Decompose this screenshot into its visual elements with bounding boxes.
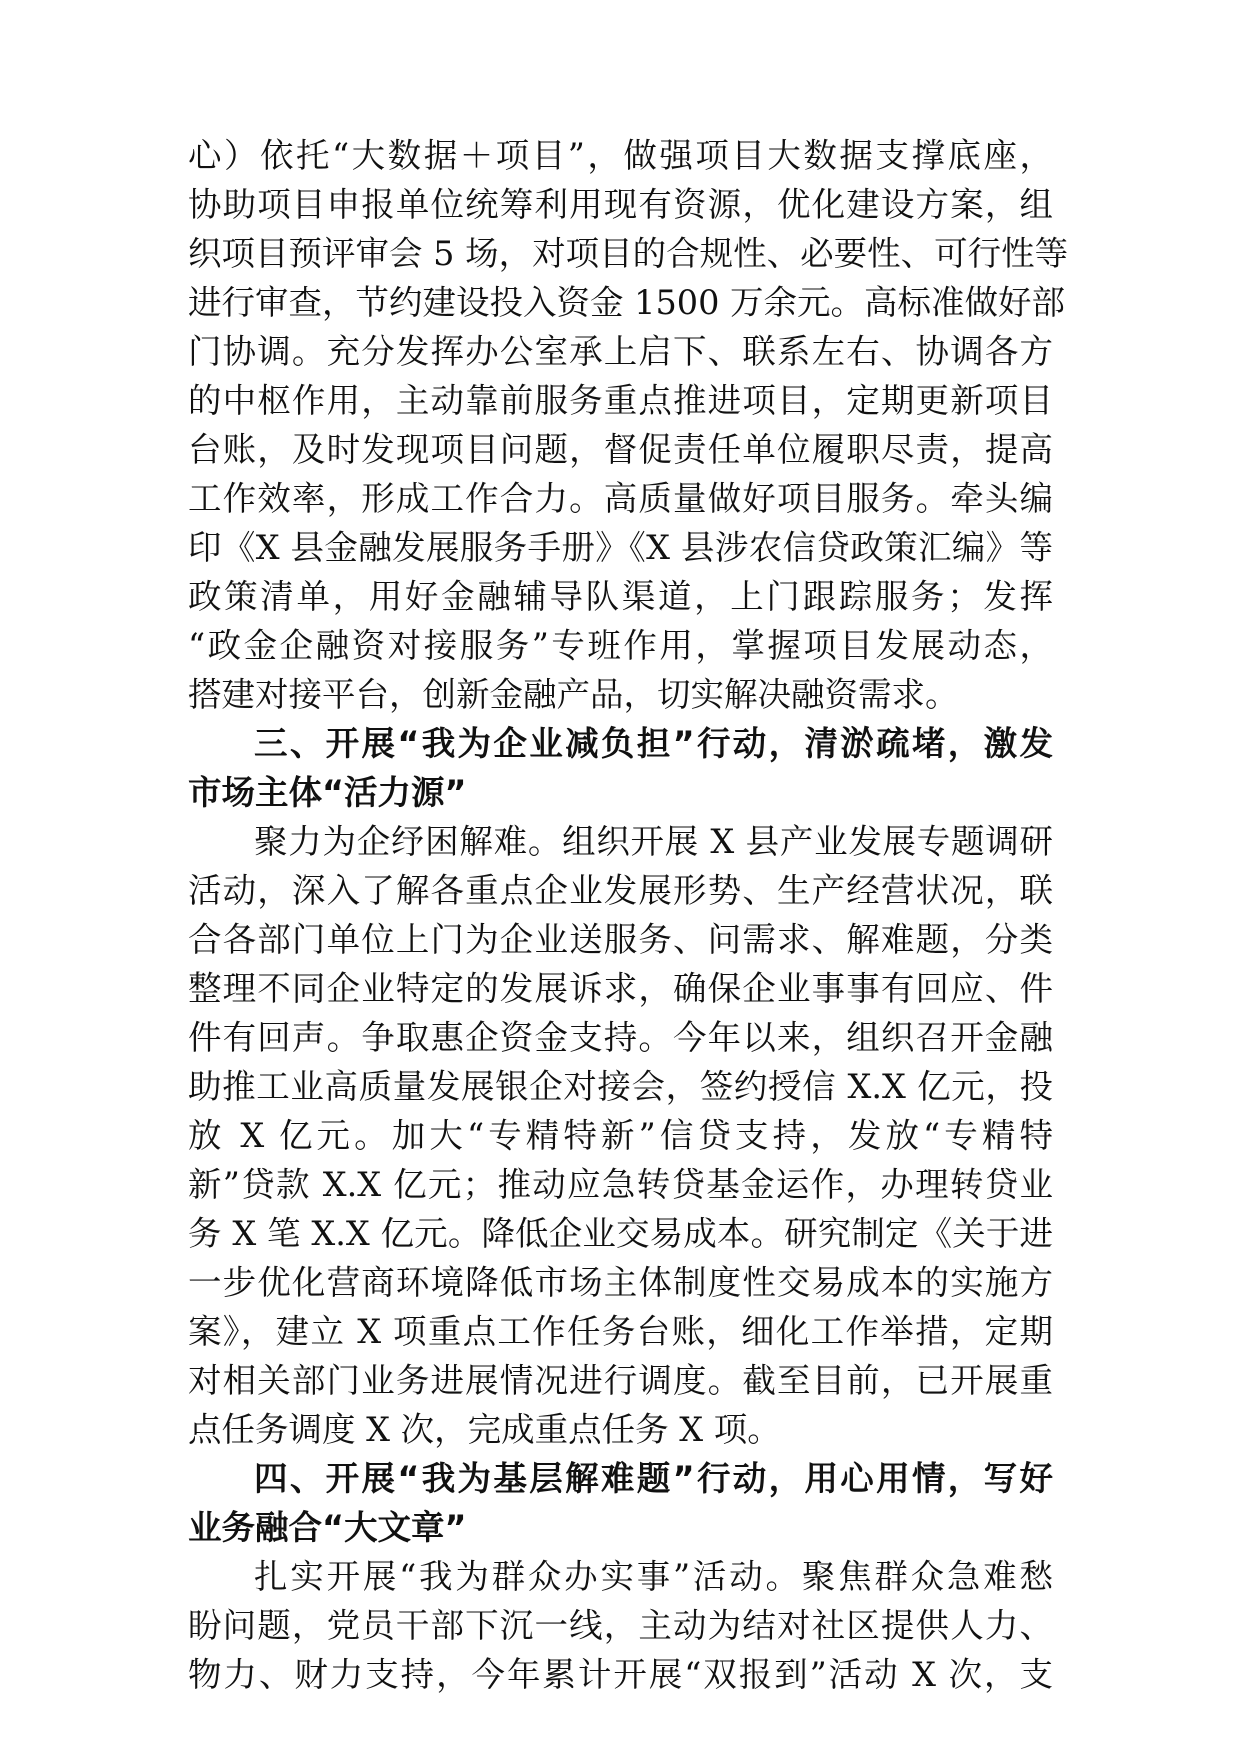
text-line: 物力、财力支持，今年累计开展“双报到”活动 X 次，支	[188, 1655, 1053, 1694]
text-line: 活动，深入了解各重点企业发展形势、生产经营状况，联	[188, 871, 1053, 910]
text-line: 进行审查，节约建设投入资金 1500 万余元。高标准做好部	[188, 283, 1066, 322]
text-line: 合各部门单位上门为企业送服务、问需求、解难题，分类	[188, 920, 1053, 959]
text-line: 门协调。充分发挥办公室承上启下、联系左右、协调各方	[188, 332, 1053, 371]
text-line: 整理不同企业特定的发展诉求，确保企业事事有回应、件	[188, 969, 1053, 1008]
text-line: 放 X 亿元。加大“专精特新”信贷支持，发放“专精特	[188, 1116, 1053, 1155]
text-line: 协助项目申报单位统筹利用现有资源，优化建设方案，组	[188, 185, 1053, 224]
text-line: 印《X 县金融发展服务手册》《X 县涉农信贷政策汇编》等	[188, 528, 1053, 567]
text-line: 一步优化营商环境降低市场主体制度性交易成本的实施方	[188, 1263, 1053, 1302]
text-line: 心）依托“大数据＋项目”，做强项目大数据支撑底座，	[188, 136, 1053, 175]
text-line: 助推工业高质量发展银企对接会，签约授信 X.X 亿元，投	[188, 1067, 1053, 1106]
text-line: 政策清单，用好金融辅导队渠道，上门跟踪服务；发挥	[188, 577, 1053, 616]
text-line: 新”贷款 X.X 亿元；推动应急转贷基金运作，办理转贷业	[188, 1165, 1053, 1204]
text-line: 点任务调度 X 次，完成重点任务 X 项。	[188, 1410, 781, 1449]
text-line: 搭建对接平台，创新金融产品，切实解决融资需求。	[188, 675, 959, 714]
text-line: “政金企融资对接服务”专班作用，掌握项目发展动态，	[188, 626, 1053, 665]
section-heading-3-cont: 市场主体“活力源”	[188, 773, 467, 812]
paragraph-start: 扎实开展“我为群众办实事”活动。聚焦群众急难愁	[254, 1557, 1053, 1596]
text-line: 件有回声。争取惠企资金支持。今年以来，组织召开金融	[188, 1018, 1053, 1057]
text-line: 织项目预评审会 5 场，对项目的合规性、必要性、可行性等	[188, 234, 1069, 273]
paragraph-start: 聚力为企纾困解难。组织开展 X 县产业发展专题调研	[254, 822, 1053, 861]
text-line: 对相关部门业务进展情况进行调度。截至目前，已开展重	[188, 1361, 1053, 1400]
section-heading-4-cont: 业务融合“大文章”	[188, 1508, 467, 1547]
section-heading-3: 三、开展“我为企业减负担”行动，清淤疏堵，激发	[254, 724, 1053, 763]
section-heading-4: 四、开展“我为基层解难题”行动，用心用情，写好	[254, 1459, 1053, 1498]
text-line: 台账，及时发现项目问题，督促责任单位履职尽责，提高	[188, 430, 1053, 469]
text-line: 的中枢作用，主动靠前服务重点推进项目，定期更新项目	[188, 381, 1053, 420]
text-line: 工作效率，形成工作合力。高质量做好项目服务。牵头编	[188, 479, 1053, 518]
text-line: 务 X 笔 X.X 亿元。降低企业交易成本。研究制定《关于进	[188, 1214, 1053, 1253]
text-line: 盼问题，党员干部下沉一线，主动为结对社区提供人力、	[188, 1606, 1053, 1645]
text-line: 案》，建立 X 项重点工作任务台账，细化工作举措，定期	[188, 1312, 1053, 1351]
